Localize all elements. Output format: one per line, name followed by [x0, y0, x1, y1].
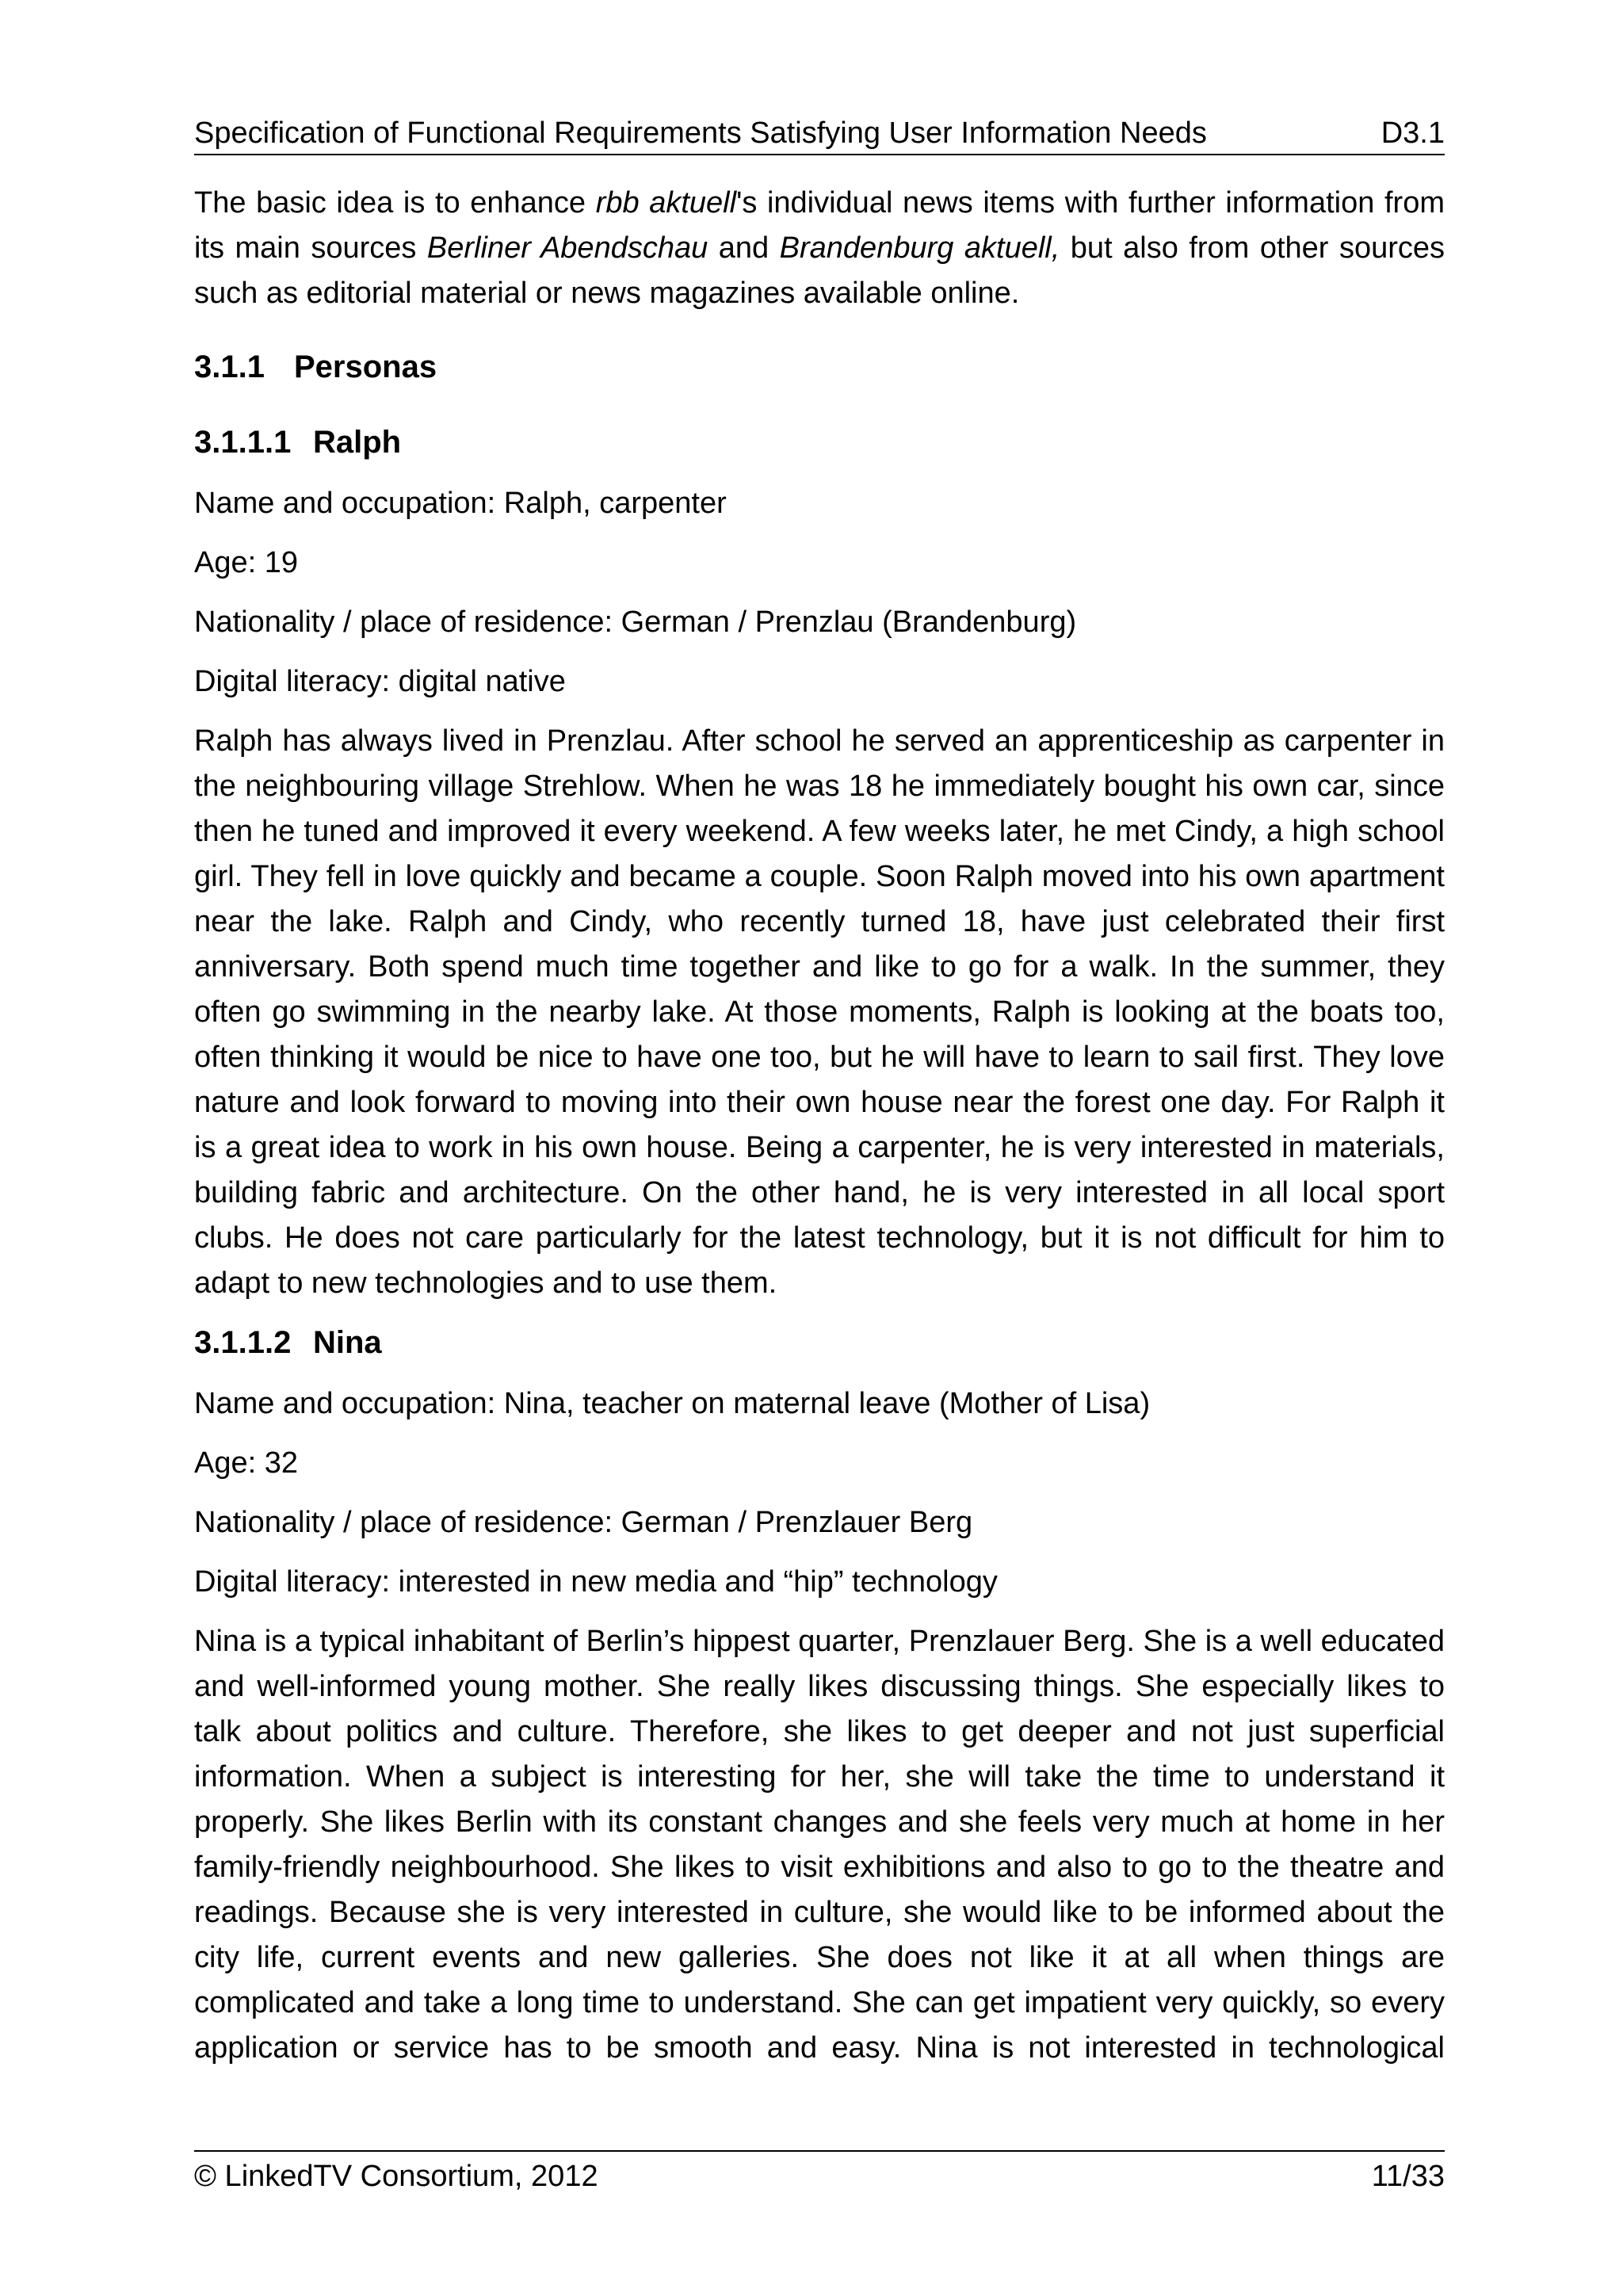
persona-heading-nina [194, 1320, 1445, 1366]
document-title: Specification of Functional Requirements Satisfying User Information Needs [194, 117, 1207, 150]
intro-text-4: but also from other sources such as editorial material or news magazines available online. [194, 231, 1445, 310]
persona-heading-ralph [194, 420, 1445, 465]
ralph-name-occupation: Name and occupation: Ralph, carpenter [194, 487, 727, 520]
nina-description: Nina is a typical inhabitant of Berlin’s hippest quarter, Prenzlauer Berg. She is a well educated and well-informed young mother. She really likes discussing things. She especially likes to talk about politics and culture. Therefore, she likes to get deeper and not just superficial information. When a subject is interesting for her, she will take the time to understand it properly. She likes Berlin with its constant changes and she feels very much at home in her family-friendly neighbourhood. She likes to visit exhibitions and also to go to the theatre and readings. Because she is very interested in culture, she would like to be informed about the city life, current events and new galleries. She does not like it at all when things are complicated and take a long time to understand. She can get impatient very quickly, so every application or service has to be smooth and easy. Nina is not interested in technological [194, 1625, 1445, 2065]
persona-title: Nina [313, 1325, 382, 1360]
nina-digital-literacy: Digital literacy: interested in new media and “hip” technology [194, 1565, 998, 1599]
nina-nationality: Nationality / place of residence: German / Prenzlauer Berg [194, 1506, 973, 1539]
intro-italic-brandenburg-aktuell: Brandenburg aktuell, [779, 231, 1060, 265]
section-number: 3.1.1 [194, 350, 265, 384]
nina-name-occupation: Name and occupation: Nina, teacher on maternal leave (Mother of Lisa) [194, 1387, 1151, 1420]
intro-text-3: and [708, 231, 780, 265]
intro-text-2: 's individual news items with further information from its main sources [194, 186, 1445, 265]
persona-number: 3.1.1.1 [194, 425, 292, 460]
ralph-age: Age: 19 [194, 546, 298, 579]
ralph-nationality: Nationality / place of residence: German / Prenzlau (Brandenburg) [194, 606, 1077, 639]
nina-age: Age: 32 [194, 1446, 298, 1480]
page-number: 11/33 [1371, 2160, 1445, 2193]
page-content [194, 181, 1445, 2071]
document-id: D3.1 [1381, 117, 1445, 150]
intro-paragraph [194, 181, 1445, 316]
ralph-digital-literacy: Digital literacy: digital native [194, 665, 566, 698]
intro-italic-rbb-aktuell: rbb aktuell [595, 186, 737, 220]
persona-number: 3.1.1.2 [194, 1325, 292, 1360]
intro-italic-berliner-abendschau: Berliner Abendschau [426, 231, 708, 265]
persona-title: Ralph [313, 425, 402, 460]
intro-text-1: The basic idea is to enhance [194, 186, 596, 220]
page-footer [194, 2150, 1445, 2194]
ralph-description: Ralph has always lived in Prenzlau. After school he served an apprenticeship as carpenter in the neighbouring village Strehlow. When he was 18 he immediately bought his own car, since then he tuned and improved it every weekend. A few weeks later, he met Cindy, a high school girl. They fell in love quickly and became a couple. Soon Ralph moved into his own apartment near the lake. Ralph and Cindy, who recently turned 18, have just celebrated their first anniversary. Both spend much time together and like to go for a walk. In the summer, they often go swimming in the nearby lake. At those moments, Ralph is looking at the boats too, often thinking it would be nice to have one too, but he will have to learn to sail first. They love nature and look forward to moving into their own house near the forest one day. For Ralph it is a great idea to work in his own house. Being a carpenter, he is very interested in materials, building fabric and architecture. On the other hand, he is very interested in all local sport clubs. He does not care particularly for the latest technology, but it is not difficult for him to adapt to new technologies and to use them. [194, 724, 1445, 1300]
page-header [194, 111, 1445, 155]
copyright: © LinkedTV Consortium, 2012 [194, 2160, 598, 2193]
section-title: Personas [294, 350, 437, 384]
section-heading-personas [194, 345, 1445, 390]
